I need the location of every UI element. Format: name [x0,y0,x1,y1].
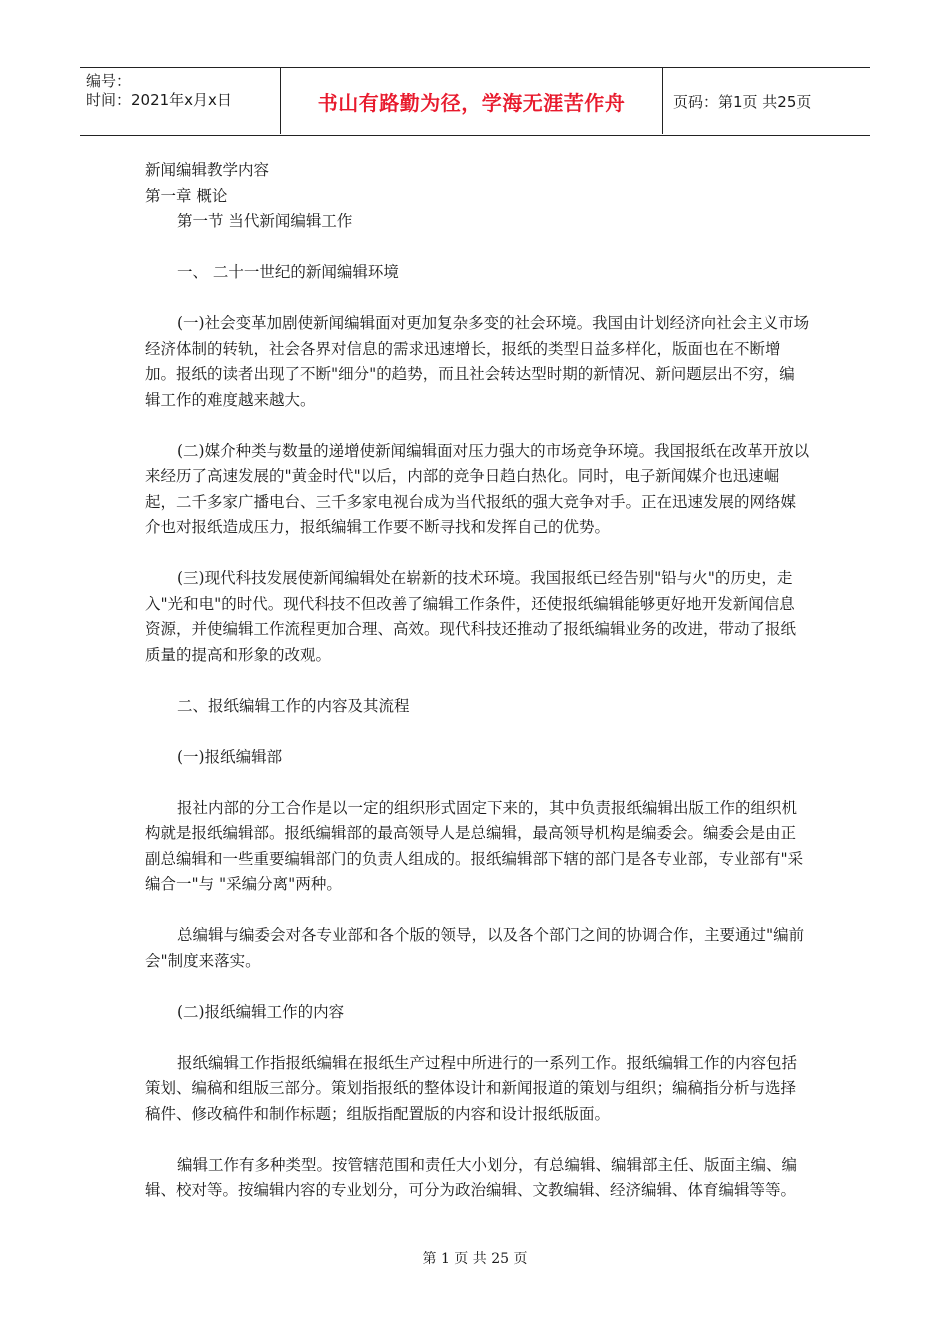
header-motto: 书山有路勤为径，学海无涯苦作舟 [281,68,663,134]
heading-2: 二、报纸编辑工作的内容及其流程 [177,696,410,715]
document-body [145,158,810,1204]
section-heading: 第一节 当代新闻编辑工作 [177,212,353,230]
paragraph-7: 编辑工作有多种类型。按管辖范围和责任大小划分，有总编辑、编辑部主任、版面主编、编辑、校对等。按编辑内容的专业划分，可分为政治编辑、文教编辑、经济编辑、体育编辑等等。 [145,1155,798,1199]
paragraph-3: (三)现代科技发展使新闻编辑处在崭新的技术环境。我国报纸已经告别"铅与火"的历史，走入"光和电"的时代。现代科技不但改善了编辑工作条件，还使报纸编辑能够更好地开发新闻信息资源，并使编辑工作流程更加合理、高效。现代科技还推动了报纸编辑业务的改进，带动了报纸质量的提高和形象的改观。 [145,569,797,664]
subheading-2b: (二)报纸编辑工作的内容 [177,1002,345,1021]
date-line: 时间：2021年x月x日 [86,91,232,109]
paragraph-2: (二)媒介种类与数量的递增使新闻编辑面对压力强大的市场竞争环境。我国报纸在改革开放以来经历了高速发展的"黄金时代"以后，内部的竞争日趋白热化。同时，电子新闻媒介也迅速崛起，二千多家广播电台、三千多家电视台成为当代报纸的强大竞争对手。正在迅速发展的网络媒介也对报纸造成压力，报纸编辑工作要不断寻找和发挥自己的优势。 [145,441,810,536]
heading-1: 一、 二十一世纪的新闻编辑环境 [177,263,399,281]
page-footer: 第 1 页 共 25 页 [422,1251,528,1267]
page-header [80,67,870,136]
chapter-heading: 第一章 概论 [145,186,228,205]
doc-title: 新闻编辑教学内容 [145,161,270,179]
paragraph-4: 报社内部的分工合作是以一定的组织形式固定下来的，其中负责报纸编辑出版工作的组织机构就是报纸编辑部。报纸编辑部的最高领导人是总编辑，最高领导机构是编委会。编委会是由正副总编辑和一些重要编辑部门的负责人组成的。报纸编辑部下辖的部门是各专业部，专业部有"采编合一"与 "采编分离"两种。 [145,798,804,893]
subheading-2a: (一)报纸编辑部 [177,747,283,766]
paragraph-1: (一)社会变革加剧使新闻编辑面对更加复杂多变的社会环境。我国由计划经济向社会主义市场经济体制的转轨，社会各界对信息的需求迅速增长，报纸的类型日益多样化，版面也在不断增加。报纸的读者出现了不断"细分"的趋势，而且社会转达型时期的新情况、新问题层出不穷，编辑工作的难度越来越大。 [145,314,810,409]
header-meta [80,68,281,134]
paragraph-6: 报纸编辑工作指报纸编辑在报纸生产过程中所进行的一系列工作。报纸编辑工作的内容包括策划、编稿和组版三部分。策划指报纸的整体设计和新闻报道的策划与组织；编稿指分析与选择稿件、修改稿件和制作标题；组版指配置版的内容和设计报纸版面。 [145,1053,798,1123]
paragraph-5: 总编辑与编委会对各专业部和各个版的领导，以及各个部门之间的协调合作，主要通过"编前会"制度来落实。 [145,926,805,970]
header-page-info: 页码：第1页 共25页 [673,92,812,111]
code-label: 编号： [86,72,132,90]
